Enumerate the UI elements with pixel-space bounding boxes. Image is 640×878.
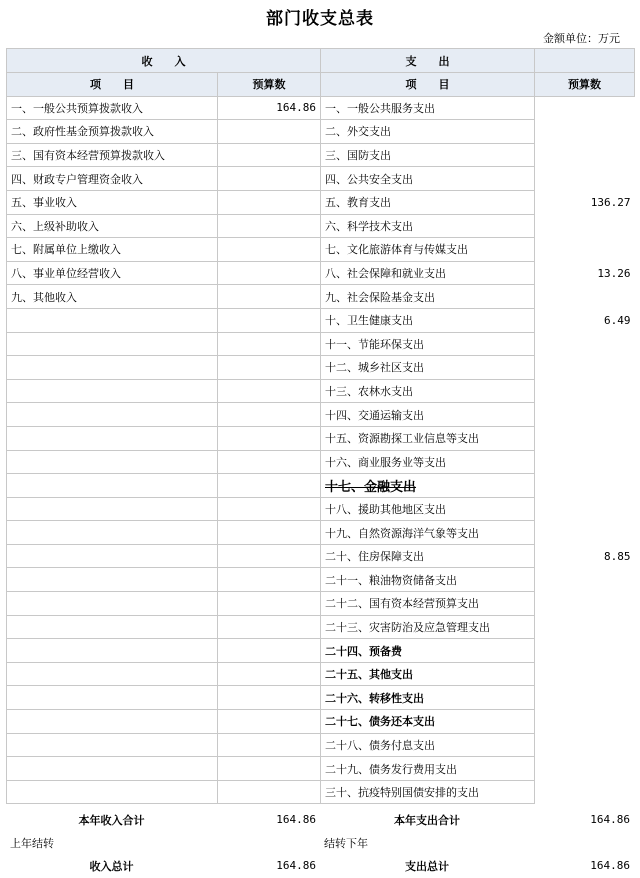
income-value: [218, 497, 321, 521]
income-value: [218, 780, 321, 804]
expense-item: 二十八、债务付息支出: [321, 733, 535, 757]
expense-value: [535, 662, 635, 686]
expense-value: 6.49: [535, 308, 635, 332]
income-value: [218, 214, 321, 238]
income-item: [7, 450, 218, 474]
expense-value: [535, 733, 635, 757]
year-income-value: 164.86: [276, 813, 316, 826]
income-item: [7, 497, 218, 521]
income-total-label: 收入总计: [89, 859, 134, 873]
year-expense-value: 164.86: [590, 813, 630, 826]
expense-item: 二十七、债务还本支出: [321, 710, 535, 734]
table-row: [7, 497, 635, 521]
income-item: [7, 639, 218, 663]
income-value: [218, 450, 321, 474]
carry-in-value: [217, 831, 320, 854]
expense-header: 支 出: [321, 49, 535, 73]
table-row: [7, 615, 635, 639]
expense-item: 三、国防支出: [321, 143, 535, 167]
expense-value: [535, 238, 635, 262]
expense-value: [535, 143, 635, 167]
expense-value: [535, 592, 635, 616]
table-row: [7, 686, 635, 710]
income-value: [218, 662, 321, 686]
expense-value: [535, 120, 635, 144]
table-row: [7, 332, 635, 356]
table-row: [7, 120, 635, 144]
table-row: [7, 568, 635, 592]
income-value: [218, 261, 321, 285]
income-budget-header: 预算数: [218, 73, 321, 97]
income-value: [218, 639, 321, 663]
expense-value: [535, 521, 635, 545]
expense-item: 九、社会保险基金支出: [321, 285, 535, 309]
expense-item: 二十一、粮油物资储备支出: [321, 568, 535, 592]
income-item: [7, 379, 218, 403]
expense-item: 二十、住房保障支出: [321, 544, 535, 568]
table-row: [7, 639, 635, 663]
header-row-2: [7, 73, 635, 97]
income-value: [218, 403, 321, 427]
expense-value: [535, 450, 635, 474]
carry-out-value: [534, 831, 634, 854]
expense-item: 十二、城乡社区支出: [321, 356, 535, 380]
expense-value: [535, 615, 635, 639]
income-value: [218, 733, 321, 757]
table-row: [7, 261, 635, 285]
expense-item: 一、一般公共服务支出: [321, 96, 535, 120]
expense-item-header: 项 目: [321, 73, 535, 97]
table-row: [7, 143, 635, 167]
expense-item: 五、教育支出: [321, 190, 535, 214]
expense-value: [535, 285, 635, 309]
income-item: [7, 592, 218, 616]
table-row: [7, 356, 635, 380]
expense-value: [535, 497, 635, 521]
expense-item: 十四、交通运输支出: [321, 403, 535, 427]
income-value: [218, 143, 321, 167]
income-item: [7, 426, 218, 450]
table-row: [7, 521, 635, 545]
expense-item: 二十三、灾害防治及应急管理支出: [321, 615, 535, 639]
table-row: [7, 238, 635, 262]
table-row: [7, 308, 635, 332]
unit-label: 金额单位：万元: [543, 32, 620, 45]
expense-item: 二、外交支出: [321, 120, 535, 144]
income-item: [7, 686, 218, 710]
expense-value: [535, 167, 635, 191]
income-item: [7, 662, 218, 686]
income-value: [218, 710, 321, 734]
expense-item: 二十六、转移性支出: [321, 686, 535, 710]
table-row: [7, 757, 635, 781]
year-total-row: [6, 808, 634, 831]
expense-item: 十五、资源勘探工业信息等支出: [321, 426, 535, 450]
income-item: [7, 568, 218, 592]
expense-value: [535, 639, 635, 663]
income-item: [7, 308, 218, 332]
income-item: [7, 780, 218, 804]
income-item-header: 项 目: [7, 73, 218, 97]
table-row: [7, 285, 635, 309]
income-value: [218, 568, 321, 592]
expense-item: 二十五、其他支出: [321, 662, 535, 686]
income-value: [218, 167, 321, 191]
income-item: [7, 757, 218, 781]
expense-item: 七、文化旅游体育与传媒支出: [321, 238, 535, 262]
carry-out-label: 结转下年: [324, 836, 368, 850]
expense-item: 四、公共安全支出: [321, 167, 535, 191]
table-row: [7, 426, 635, 450]
expense-item: 十六、商业服务业等支出: [321, 450, 535, 474]
expense-item: 二十九、债务发行费用支出: [321, 757, 535, 781]
page-title: 部门收支总表: [266, 9, 374, 29]
expense-item: 三十、抗疫特别国债安排的支出: [321, 780, 535, 804]
year-expense-label: 本年支出合计: [394, 813, 460, 827]
expense-item: 八、社会保障和就业支出: [321, 261, 535, 285]
income-item: 四、财政专户管理资金收入: [7, 167, 218, 191]
income-header: 收 入: [7, 49, 321, 73]
table-row: [7, 190, 635, 214]
expense-header-blank: [535, 49, 635, 73]
income-item: [7, 332, 218, 356]
income-item: [7, 403, 218, 427]
table-row: [7, 379, 635, 403]
expense-value: [535, 426, 635, 450]
income-value: [218, 285, 321, 309]
expense-total-value: 164.86: [590, 859, 630, 872]
expense-item: 十三、农林水支出: [321, 379, 535, 403]
income-value: [218, 238, 321, 262]
table-row: [7, 450, 635, 474]
carry-in-label: 上年结转: [10, 836, 54, 850]
income-value: 164.86: [218, 96, 321, 120]
expense-value: [535, 780, 635, 804]
expense-value: [535, 686, 635, 710]
income-item: 三、国有资本经营预算拨款收入: [7, 143, 218, 167]
income-item: 一、一般公共预算拨款收入: [7, 96, 218, 120]
income-item: 八、事业单位经营收入: [7, 261, 218, 285]
income-value: [218, 308, 321, 332]
table-row: [7, 544, 635, 568]
income-value: [218, 757, 321, 781]
year-income-label: 本年收入合计: [78, 813, 145, 827]
table-row: [7, 710, 635, 734]
table-row: [7, 167, 635, 191]
expense-item: 十一、节能环保支出: [321, 332, 535, 356]
carry-row: [6, 831, 634, 854]
expense-value: [535, 568, 635, 592]
income-item: 六、上级补助收入: [7, 214, 218, 238]
table-row: [7, 662, 635, 686]
income-item: [7, 710, 218, 734]
expense-budget-header: 预算数: [535, 73, 635, 97]
expense-value: 8.85: [535, 544, 635, 568]
expense-value: [535, 96, 635, 120]
income-item: [7, 521, 218, 545]
table-row: [7, 214, 635, 238]
expense-value: [535, 214, 635, 238]
budget-table: [6, 48, 635, 804]
income-item: 五、事业收入: [7, 190, 218, 214]
income-value: [218, 521, 321, 545]
income-item: 七、附属单位上缴收入: [7, 238, 218, 262]
income-item: [7, 544, 218, 568]
income-item: 九、其他收入: [7, 285, 218, 309]
income-value: [218, 426, 321, 450]
expense-value: [535, 403, 635, 427]
expense-item: 十九、自然资源海洋气象等支出: [321, 521, 535, 545]
expense-item: 十七、金融支出: [321, 474, 535, 498]
expense-value: [535, 474, 635, 498]
income-value: [218, 379, 321, 403]
expense-value: [535, 379, 635, 403]
income-item: [7, 733, 218, 757]
table-row: [7, 96, 635, 120]
expense-value: 13.26: [535, 261, 635, 285]
table-row: [7, 474, 635, 498]
income-item: [7, 356, 218, 380]
expense-value: [535, 757, 635, 781]
grand-total-row: [6, 854, 634, 877]
income-value: [218, 356, 321, 380]
expense-item: 二十四、预备费: [321, 639, 535, 663]
totals-table: [6, 808, 634, 877]
income-item: [7, 615, 218, 639]
expense-item: 二十二、国有资本经营预算支出: [321, 592, 535, 616]
expense-item: 六、科学技术支出: [321, 214, 535, 238]
expense-total-label: 支出总计: [405, 859, 449, 873]
income-value: [218, 332, 321, 356]
table-row: [7, 592, 635, 616]
income-item: 二、政府性基金预算拨款收入: [7, 120, 218, 144]
income-item: [7, 474, 218, 498]
income-value: [218, 686, 321, 710]
expense-item: 十八、援助其他地区支出: [321, 497, 535, 521]
budget-table-body: [7, 49, 635, 804]
expense-item: 十、卫生健康支出: [321, 308, 535, 332]
table-row: [7, 733, 635, 757]
income-value: [218, 615, 321, 639]
table-row: [7, 780, 635, 804]
income-value: [218, 190, 321, 214]
expense-value: [535, 356, 635, 380]
expense-value: [535, 332, 635, 356]
income-value: [218, 592, 321, 616]
income-value: [218, 544, 321, 568]
header-row-1: [7, 49, 635, 73]
income-value: [218, 474, 321, 498]
income-value: [218, 120, 321, 144]
expense-value: [535, 710, 635, 734]
table-row: [7, 403, 635, 427]
expense-value: 136.27: [535, 190, 635, 214]
income-total-value: 164.86: [276, 859, 316, 872]
